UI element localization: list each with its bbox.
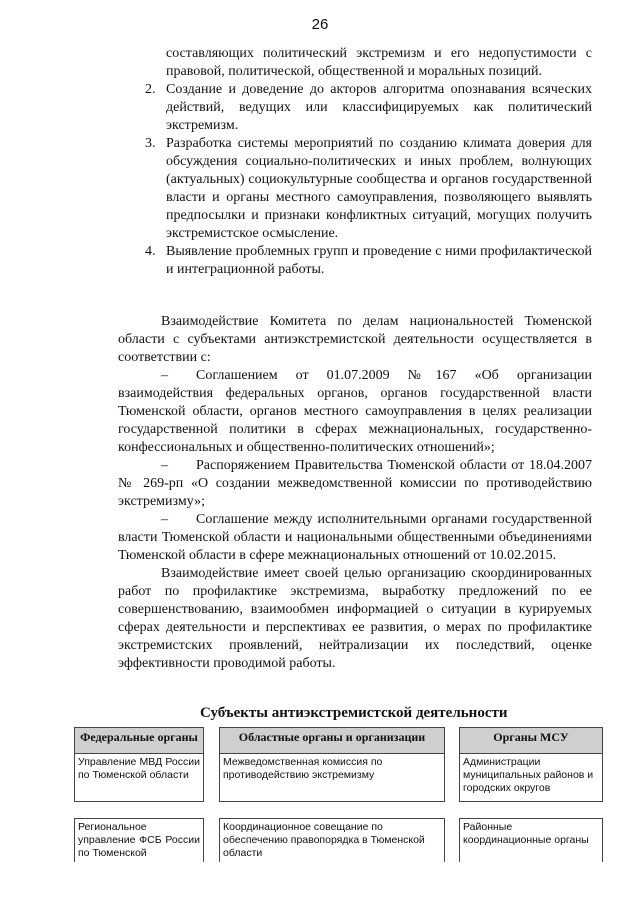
regional-item: Межведомственная комиссия по противодействию экстремизму <box>219 754 445 802</box>
msu-header: Органы МСУ <box>459 727 603 754</box>
federal-column <box>74 727 204 862</box>
diagram-title: Субъекты антиэкстремистской деятельности <box>200 705 508 721</box>
list-item-text: Выявление проблемных групп и проведение с ними профилактической и интеграционной работы. <box>166 244 592 277</box>
intro-paragraph: Взаимодействие Комитета по делам национальностей Тюменской области с субъектами антиэкстремистской деятельности осуществляется в соответствии с: <box>118 314 592 365</box>
regional-item: Координационное совещание по обеспечению правопорядка в Тюменской области <box>219 818 445 862</box>
list-item-number: 2. <box>145 82 156 97</box>
federal-item: Управление МВД России по Тюменской области <box>74 754 204 802</box>
list-item-text: составляющих политический экстремизм и его недопустимости с правовой, политической, общественной и моральных позиций. <box>166 46 592 79</box>
agreement-item: – Соглашение между исполнительными органами государственной власти Тюменской области и национальными общественными объединениями Тюменской области в сфере межнациональных отношений от 10.02.2015. <box>118 512 592 563</box>
body-text <box>118 313 592 673</box>
decree-item: – Распоряжением Правительства Тюменской области от 18.04.2007 № 269-рп «О создании межведомственной комиссии по противодействию экстремизму»; <box>118 458 592 509</box>
msu-item: Администрации муниципальных районов и городских округов <box>459 754 603 802</box>
list-item-number: 4. <box>145 244 156 259</box>
list-item <box>118 81 592 135</box>
list-item-number: 3. <box>145 136 156 151</box>
msu-item: Районные координационные органы <box>459 818 603 862</box>
federal-item: Региональное управление ФСБ России по Тюменской <box>74 818 204 862</box>
page-number: 26 <box>311 16 329 33</box>
list-item-continuation <box>118 45 592 81</box>
list-item <box>118 135 592 243</box>
list-item-text: Разработка системы мероприятий по созданию климата доверия для обсуждения социально-политических и иных проблем, волнующих (актуальных) социокультурные сообщества и органов государственной власти и органы местного самоуправления, позволяющего выявлять предпосылки и признаки конфликтных ситуаций, могущих получить экстремистское осмысление. <box>166 136 592 241</box>
regional-header: Областные органы и организации <box>219 727 445 754</box>
federal-header: Федеральные органы <box>74 727 204 754</box>
list-item-text: Создание и доведение до акторов алгоритма опознавания всяческих действий, ведущих или классифицируемых как политический экстремизм. <box>166 82 592 133</box>
agreement-item: – Соглашением от 01.07.2009 №167 «Об организации взаимодействия федеральных органов, органов государственной власти Тюменской области, органов местного самоуправления в целях реализации государственной политики в сферах межнациональных, государственно-конфессиональных и общественно-политических отношений»; <box>118 368 592 455</box>
numbered-list <box>118 45 592 279</box>
list-item <box>118 243 592 279</box>
regional-column <box>219 727 445 862</box>
closing-paragraph: Взаимодействие имеет своей целью организацию скоординированных работ по профилактике экстремизма, выработку предложений по ее совершенствованию, взаимообмен информацией о ситуации в курируемых сферах деятельности и перспективах ее развития, о мерах по профилактике экстремистских проявлений, нейтрализации их последствий, оценке эффективности проводимой работы. <box>118 566 592 671</box>
msu-column <box>459 727 603 862</box>
